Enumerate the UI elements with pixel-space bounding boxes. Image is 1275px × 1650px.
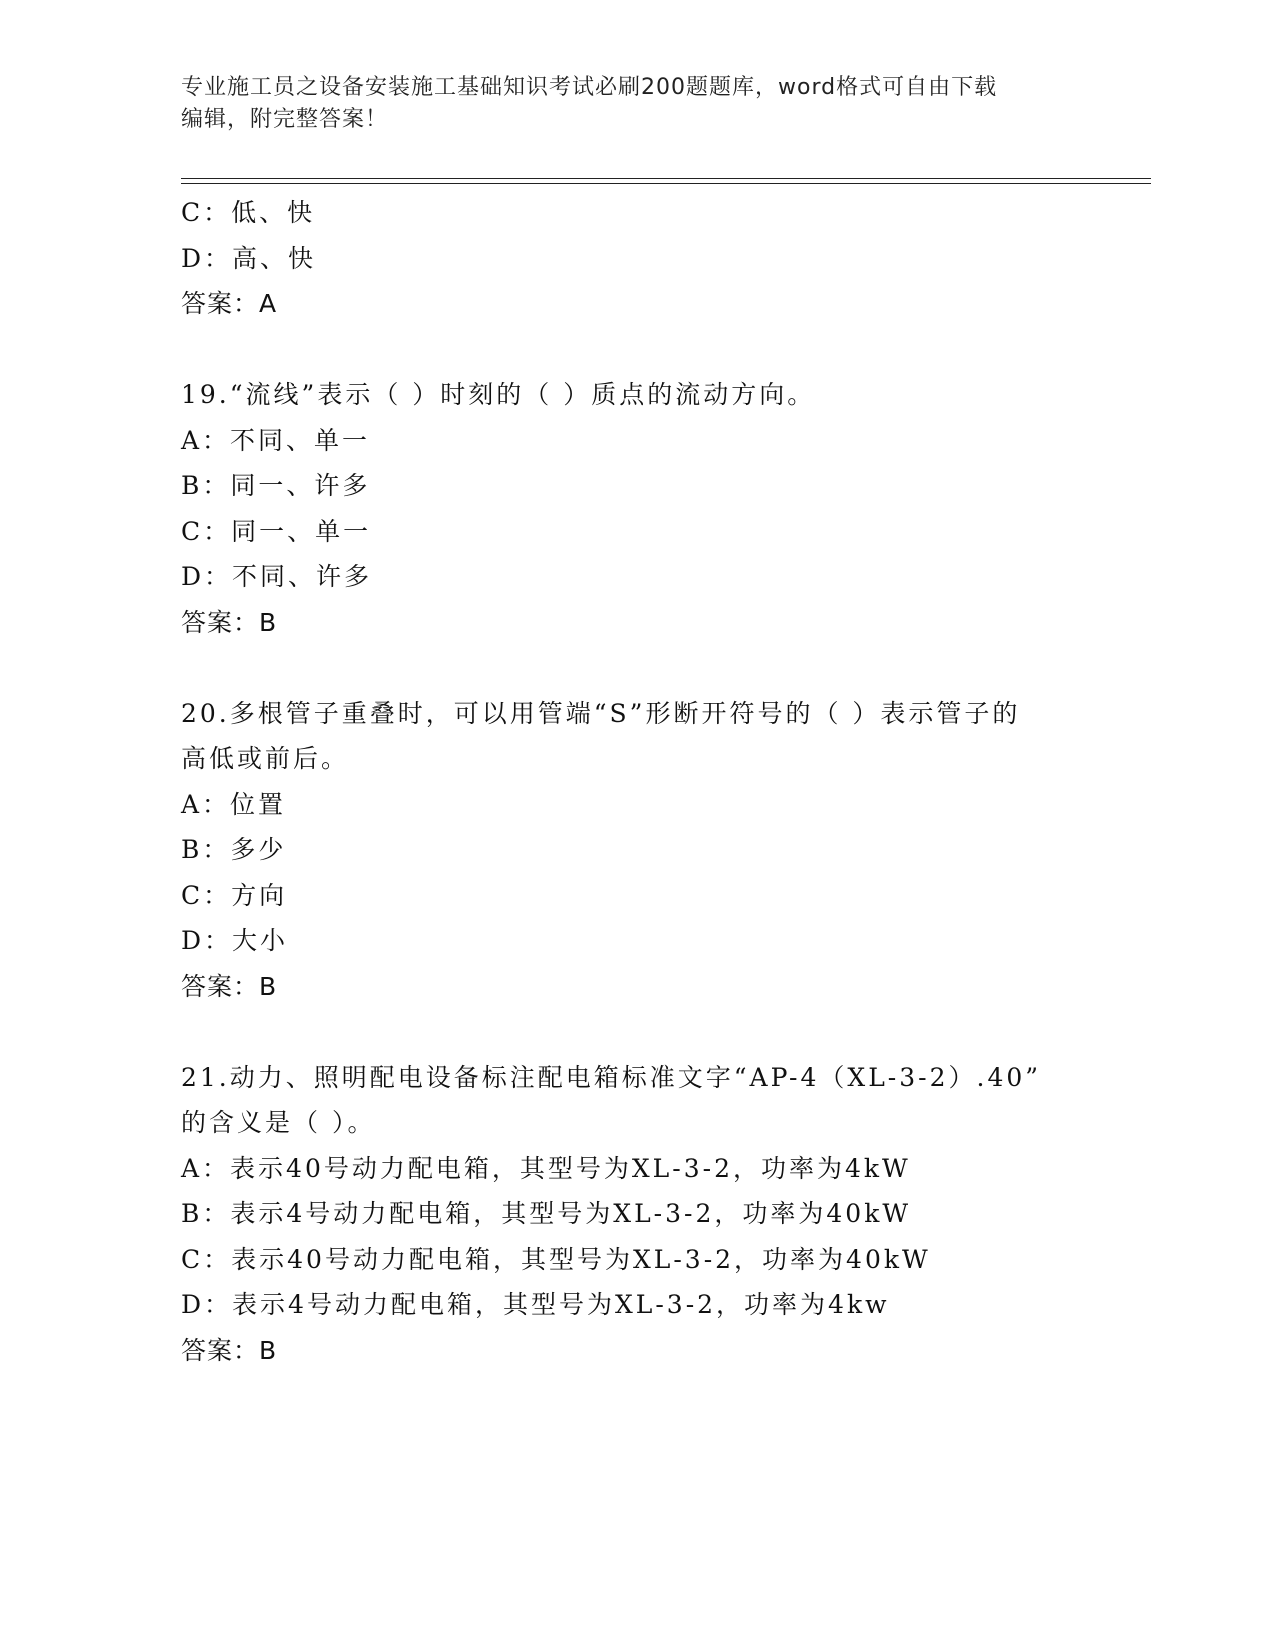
question-stem-line-1: 20.多根管子重叠时，可以用管端“S”形断开符号的（ ）表示管子的 <box>181 698 1021 728</box>
answer-line: 答案：B <box>181 971 278 1001</box>
option-d: D：不同、许多 <box>181 562 373 591</box>
question-19 <box>181 372 1101 645</box>
option-c: C：方向 <box>181 880 288 910</box>
header-title-line-1: 专业施工员之设备安装施工基础知识考试必刷200题题库，word格式可自由下载 <box>181 75 998 100</box>
answer-line: 答案：B <box>181 607 278 637</box>
option-a: A：不同、单一 <box>181 425 371 455</box>
option-b: B：表示4号动力配电箱，其型号为XL-3-2，功率为40kW <box>181 1199 912 1228</box>
option-d: D：表示4号动力配电箱，其型号为XL-3-2，功率为4kw <box>181 1290 890 1319</box>
option-b: B：同一、许多 <box>181 471 371 500</box>
option-a: A：位置 <box>181 789 287 819</box>
question-stem-line-1: 21.动力、照明配电设备标注配电箱标准文字“AP-4（XL-3-2）.40” <box>181 1062 1042 1092</box>
option-b: B：多少 <box>181 835 287 864</box>
option-a: A：表示40号动力配电箱，其型号为XL-3-2，功率为4kW <box>181 1153 911 1183</box>
question-stem-line-2: 高低或前后。 <box>181 744 350 773</box>
option-c: C：表示40号动力配电箱，其型号为XL-3-2，功率为40kW <box>181 1244 931 1274</box>
question-21 <box>181 1055 1101 1374</box>
option-c: C：低、快 <box>181 198 316 227</box>
question-content <box>181 190 1101 1419</box>
page-header <box>181 72 1051 136</box>
option-d: D：高、快 <box>181 243 317 273</box>
header-divider-bottom <box>181 183 1151 184</box>
question-stem-line-2: 的含义是（ ）。 <box>181 1108 376 1137</box>
question-20 <box>181 691 1101 1010</box>
option-c: C：同一、单一 <box>181 516 372 546</box>
answer-line: 答案：B <box>181 1335 278 1365</box>
header-divider-top <box>181 178 1151 179</box>
question-stem: 19.“流线”表示（ ）时刻的（ ）质点的流动方向。 <box>181 380 816 409</box>
option-d: D：大小 <box>181 926 289 955</box>
answer-line: 答案：A <box>181 289 278 318</box>
header-title-line-2: 编辑，附完整答案！ <box>181 107 389 132</box>
previous-question-tail <box>181 190 1101 327</box>
